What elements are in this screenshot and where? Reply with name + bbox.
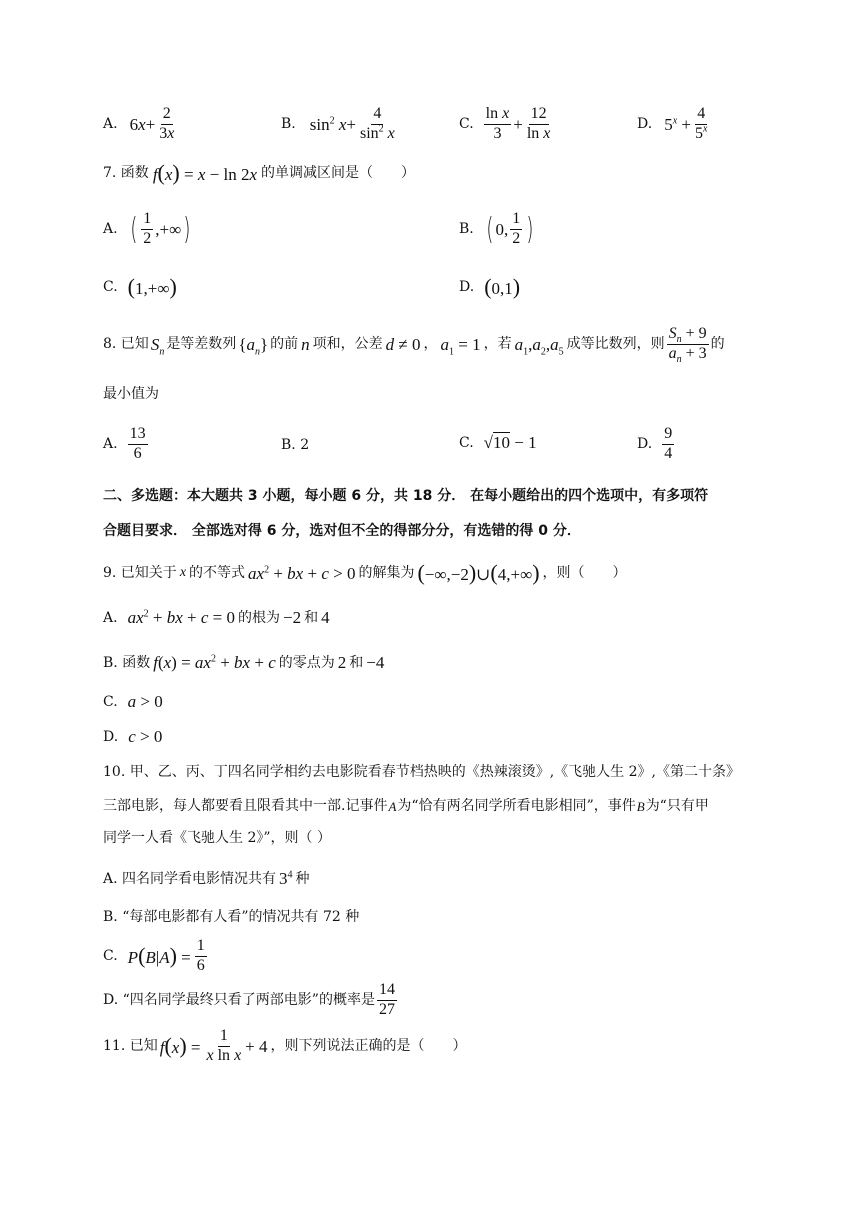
question-text: 的单调减区间是（ ） bbox=[261, 165, 415, 181]
q6-option-c[interactable] bbox=[459, 106, 554, 143]
math: $ax^2$ + bx + c > 0 bbox=[248, 563, 356, 583]
math: −4 bbox=[366, 653, 385, 672]
math: x bbox=[179, 565, 187, 580]
option-label: B. bbox=[459, 221, 474, 238]
option-text: 的零点为 bbox=[278, 654, 335, 671]
math: $a_1,a_2,a_5$ bbox=[514, 334, 564, 358]
math: $ax^2$ + bx + c = 0 bbox=[127, 608, 235, 627]
math: n bbox=[301, 334, 310, 354]
math: c > 0 bbox=[128, 727, 163, 746]
q7-option-d[interactable] bbox=[459, 276, 520, 298]
q8-option-c[interactable] bbox=[459, 434, 537, 451]
q8-stem-line2 bbox=[103, 387, 159, 401]
fraction: $\frac{1}{6}$ bbox=[196, 937, 205, 974]
fraction: $\frac{S_n + 9}{a_n + 3}$ bbox=[668, 325, 707, 365]
option-label: A. bbox=[103, 116, 118, 133]
fraction: $\frac{2}{3x}$ bbox=[159, 105, 175, 142]
math: B bbox=[636, 798, 645, 814]
q7-option-a[interactable] bbox=[103, 211, 193, 248]
math: $S_n$ bbox=[150, 334, 165, 358]
option-label: B. 函数 bbox=[103, 654, 151, 671]
option-label: C. bbox=[459, 116, 474, 133]
fraction: $\frac{4}{\sin^2 x}$ bbox=[359, 105, 395, 142]
q8-option-b[interactable] bbox=[281, 438, 309, 452]
math: f(x) = bbox=[159, 1033, 201, 1059]
option-text: 和 bbox=[349, 654, 364, 671]
math: $\{a_n\}$ bbox=[238, 334, 269, 358]
question-text: 的解集为 bbox=[358, 565, 415, 581]
question-text: 最小值为 bbox=[103, 386, 159, 402]
question-number: 11. 已知 bbox=[103, 1038, 158, 1055]
option-text: 的根为 bbox=[237, 609, 280, 626]
question-text: 为“恰有两名同学所看电影相同”，事件 bbox=[397, 798, 636, 814]
question-text: 是等差数列 bbox=[166, 336, 237, 353]
option-label: B. bbox=[281, 116, 296, 133]
math: P(B|A) = bbox=[127, 943, 191, 969]
question-number: 8. 已知 bbox=[103, 336, 149, 353]
q6-option-b[interactable] bbox=[281, 106, 399, 143]
question-text: 同学一人看《飞驰人生 2》”，则（ ） bbox=[103, 830, 331, 846]
option-text: 和 bbox=[304, 609, 319, 626]
question-text: 成等比数列，则 bbox=[566, 336, 665, 353]
option-label: A. bbox=[103, 609, 118, 626]
math: f(x) = x − ln 2x bbox=[152, 160, 257, 185]
section-heading bbox=[103, 489, 708, 503]
q9-option-b[interactable] bbox=[103, 654, 387, 671]
math: √10 − 1 bbox=[483, 433, 537, 452]
math: (1,+∞) bbox=[127, 274, 177, 299]
fraction: $\frac{1}{\text{x ln x}}$ bbox=[206, 1027, 242, 1064]
q9-option-a[interactable] bbox=[103, 609, 333, 626]
q10-option-b[interactable] bbox=[103, 910, 359, 924]
q7-option-c[interactable] bbox=[103, 276, 177, 298]
math: −2 bbox=[282, 608, 302, 627]
q6-option-a[interactable] bbox=[103, 106, 178, 143]
math: $\sin^2 x+$ bbox=[309, 114, 356, 134]
question-text: ， bbox=[423, 336, 438, 353]
option-text: A. 四名同学看电影情况共有 bbox=[103, 870, 277, 887]
question-text: 三部电影，每人都要看且限看其中一部.记事件 bbox=[103, 798, 388, 814]
q11-stem bbox=[103, 1028, 467, 1065]
q7-option-b[interactable] bbox=[459, 211, 536, 248]
fraction: $\frac{4}{5^x}$ bbox=[694, 105, 708, 142]
math: a > 0 bbox=[127, 692, 163, 711]
question-text: ，则（ ） bbox=[542, 565, 627, 581]
math: $a_1 = 1$ bbox=[440, 334, 481, 358]
fraction: $\frac{12}{\text{ln x}}$ bbox=[526, 105, 551, 142]
question-number: 9. 已知关于 bbox=[103, 565, 177, 581]
fraction: $\frac{14}{27}$ bbox=[378, 981, 395, 1018]
option-text: B. “每部电影都有人看”的情况共有 72 种 bbox=[103, 909, 360, 925]
fraction: $\frac{13}{6}$ bbox=[129, 425, 146, 462]
math: $5^x$ + bbox=[664, 114, 691, 134]
section-text: 二、多选题：本大题共 3 小题，每小题 6 分，共 18 分． 在每小题给出的四个选项中，有多项符 bbox=[103, 488, 709, 504]
q8-stem bbox=[103, 326, 725, 363]
option-label: C. bbox=[103, 693, 118, 710]
option-label: B. 2 bbox=[281, 437, 310, 453]
q10-stem bbox=[103, 765, 740, 779]
math: + 4 bbox=[245, 1036, 268, 1056]
q10-stem-line3 bbox=[103, 831, 331, 845]
math: 4 bbox=[321, 608, 330, 627]
option-label: D. bbox=[103, 728, 119, 745]
section-heading-line2 bbox=[103, 524, 581, 538]
math: 2 bbox=[337, 653, 347, 672]
question-text: ，则下列说法正确的是（ ） bbox=[270, 1038, 467, 1055]
math: 6x+ bbox=[129, 114, 156, 134]
q10-option-d[interactable] bbox=[103, 982, 399, 1019]
option-label: A. bbox=[103, 436, 118, 453]
question-text: ，若 bbox=[483, 336, 512, 353]
option-label: A. bbox=[103, 221, 118, 238]
math: $f(x) = ax^2$ + bx + c bbox=[153, 653, 276, 672]
section-text: 合题目要求． 全部选对得 6 分，选对但不全的得部分分，有选错的得 0 分． bbox=[103, 523, 581, 539]
option-label: D. bbox=[637, 116, 653, 133]
math: + bbox=[513, 114, 523, 134]
question-text: 的不等式 bbox=[189, 565, 246, 581]
option-label: D. bbox=[459, 279, 475, 295]
q10-stem-line2 bbox=[103, 799, 709, 813]
option-label: C. bbox=[459, 434, 474, 451]
math: ( $\frac{1}{2}$ ,+∞ ) bbox=[129, 210, 191, 247]
q7-stem bbox=[103, 162, 415, 184]
fraction: $\frac{\text{ln x}}{3}$ bbox=[485, 105, 510, 142]
q10-option-c[interactable] bbox=[103, 938, 209, 975]
q9-stem bbox=[103, 562, 627, 584]
math: (−∞,−2)∪(4,+∞) bbox=[417, 560, 540, 585]
math: ( 0, $\frac{1}{2}$ ) bbox=[486, 210, 534, 247]
q8-option-a[interactable] bbox=[103, 426, 150, 463]
q9-option-d[interactable] bbox=[103, 728, 162, 745]
q6-option-d[interactable] bbox=[637, 106, 711, 143]
question-number: 7. 函数 bbox=[103, 165, 149, 181]
question-text: 项和，公差 bbox=[312, 336, 383, 353]
option-text: D. “四名同学最终只看了两部电影”的概率是 bbox=[103, 992, 375, 1009]
q10-option-a[interactable] bbox=[103, 870, 310, 887]
question-text: 的前 bbox=[270, 336, 299, 353]
option-label: C. bbox=[103, 279, 118, 295]
question-text: 为“只有甲 bbox=[645, 798, 709, 814]
math: A bbox=[388, 798, 397, 814]
math: $3^4$ bbox=[279, 869, 293, 888]
question-text: 10. 甲、乙、丙、丁四名同学相约去电影院看春节档热映的《热辣滚烫》,《飞驰人生 2》,《第二十条》 bbox=[103, 764, 740, 780]
q9-option-c[interactable] bbox=[103, 693, 163, 710]
math: d ≠ 0 bbox=[385, 334, 421, 354]
fraction: $\frac{9}{4}$ bbox=[664, 425, 673, 462]
option-text: 种 bbox=[295, 870, 310, 887]
option-label: C. bbox=[103, 948, 118, 965]
question-text: 的 bbox=[710, 336, 725, 353]
option-label: D. bbox=[637, 436, 653, 453]
math: (0,1) bbox=[484, 274, 521, 299]
q8-option-d[interactable] bbox=[637, 426, 676, 463]
